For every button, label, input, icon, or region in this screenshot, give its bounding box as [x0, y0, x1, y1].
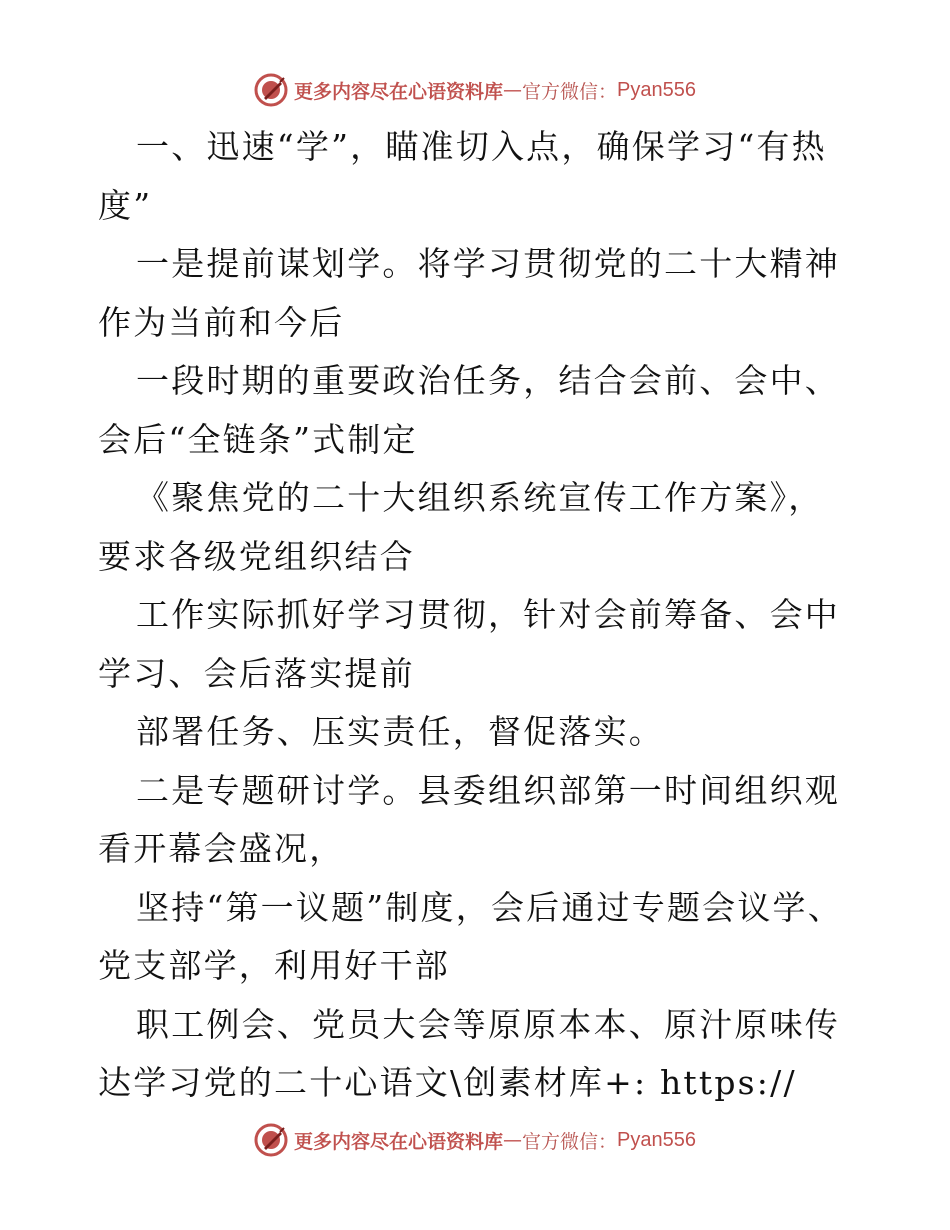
header-contact-id: Pyan556 [617, 78, 696, 101]
document-body [98, 118, 858, 1113]
header-watermark [0, 70, 950, 110]
paragraph: 一段时期的重要政治任务，结合会前、会中、会后“全链条”式制定 [98, 361, 840, 459]
footer-separator: — [503, 1129, 523, 1151]
paragraph: 部署任务、压实责任，督促落实。 [136, 712, 664, 751]
paragraph: 工作实际抓好学习贯彻，针对会前筹备、会中学习、会后落实提前 [98, 595, 840, 693]
paragraph: 一是提前谋划学。将学习贯彻党的二十大精神作为当前和今后 [98, 244, 840, 342]
footer-watermark [0, 1120, 950, 1160]
header-watermark-text [294, 77, 696, 104]
header-separator: — [503, 79, 523, 101]
footer-watermark-text [294, 1127, 696, 1154]
paragraph: 一、迅速“学”，瞄准切入点，确保学习“有热度” [98, 127, 827, 225]
header-contact-label: 官方微信： [522, 80, 618, 103]
footer-contact-id: Pyan556 [617, 1128, 696, 1151]
paragraph: 二是专题研讨学。县委组织部第一时间组织观看开幕会盛况， [98, 770, 840, 868]
pen-logo-icon [254, 73, 288, 107]
footer-brand: 更多内容尽在心语资料库 [294, 1130, 504, 1153]
footer-contact-label: 官方微信： [522, 1130, 618, 1153]
pen-logo-icon [254, 1123, 288, 1157]
paragraph: 职工例会、党员大会等原原本本、原汁原味传达学习党的二十心语文\创素材库+: https:// [98, 1004, 840, 1102]
paragraph: 《聚焦党的二十大组织系统宣传工作方案》，要求各级党组织结合 [98, 478, 824, 576]
header-brand: 更多内容尽在心语资料库 [294, 80, 504, 103]
paragraph: 坚持“第一议题”制度，会后通过专题会议学、党支部学，利用好干部 [98, 887, 843, 985]
